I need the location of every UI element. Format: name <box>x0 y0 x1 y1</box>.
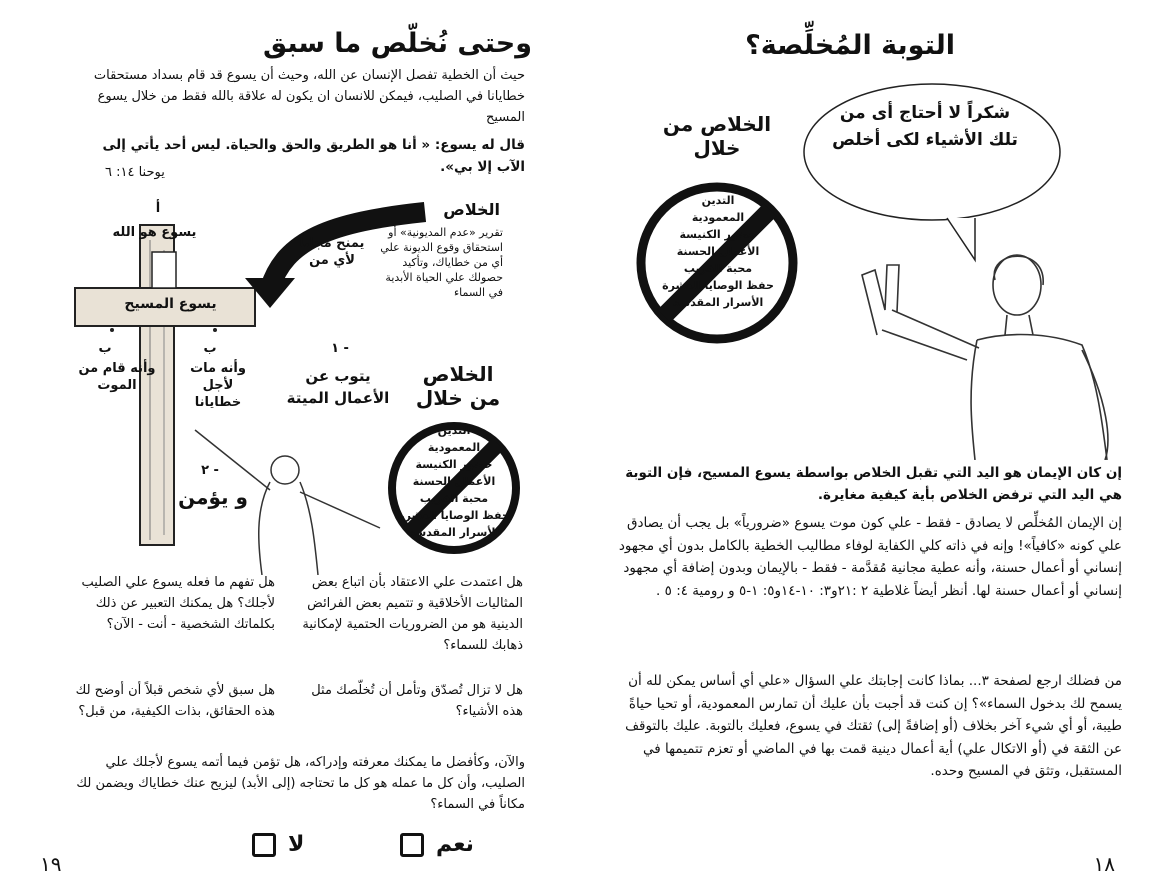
ritual-item: الأعمال الحسنة <box>676 245 760 258</box>
woman-refusing-figure <box>807 240 1147 460</box>
salvation-definition: تقرير «عدم المديونية» أو استحقاق وقوع الديونة علي أي من خطاياك، وتأكيد حصولك علي الحياة الأبدية في السماء <box>380 226 503 299</box>
saving-faith-paragraph: إن الإيمان المُخلِّص لا يصادق - فقط - علي كون موت يسوع «ضرورياً» بل يجب أن يصادق علي كونه «كافياً»! وإنه في ذاته كلي الكفاية لوفاء مطاليب الخطية بالكامل بدون أي مجهود إنساني أو أعمال حسنة، وأنه عطية مجانية مُقدَّمة - فقط - بالإيمان وبدون إضافة أي مجهود إنساني أو أعمال حسنة لها. أنظر أيضاً غلاطية ٢ :٢١و٣: ١٠-١٤و٥: ١-٥ و رومية ٤: ٥ . <box>618 515 1122 599</box>
scripture-reference: يوحنا ١٤: ٦ <box>105 165 165 180</box>
step1-number: ١ - <box>331 341 349 356</box>
ritual-item: التدين <box>701 194 735 207</box>
no-option[interactable] <box>252 832 304 857</box>
question-rituals: هل اعتمدت علي الاعتقاد بأن اتباع بعض المثاليات الأخلاقية و تتميم بعض الفرائض الدينية هو من الضروريات الحتمية لإمكانية ذهابك للسماء؟ <box>302 575 523 653</box>
rituals-list <box>659 192 777 311</box>
salvation-heading: الخلاص <box>443 200 500 219</box>
step2-number: ٢ - <box>201 463 219 478</box>
grants-freely-label: يمنح مجاناً لأي من <box>299 236 365 268</box>
yes-label: نعم <box>436 832 474 857</box>
question-reference-paragraph: من فضلك ارجع لصفحة ٣... بماذا كانت إجابتك علي السؤال «علي أي أساس يمكن لله أن يسمح لك بدخول السماء»؟ إن كنت قد أجبت بأن عليك أن تمارس المعمودية، أو تحيا حياةً طيبة، أو أي شيء آخر بخلاف (أو إضافةً إلى) ثقتك في يسوع، فعليك بالتوبة. عليك بالتوقف عن الثقة في (أو الاتكال علي) أية أعمال دينية قمت بها في الماضي أو تعزم تتميمها في المستقبل، وتثق في المسيح وحده. <box>625 673 1122 779</box>
no-label: لا <box>288 832 305 857</box>
question-explained-before: هل سبق لأي شخص قبلاً أن أوضح لك هذه الحقائق، بذات الكيفية، من قبل؟ <box>75 683 275 719</box>
ritual-item: المعمودية <box>427 441 481 454</box>
page-number: ١٨ <box>1093 852 1115 876</box>
page-18 <box>577 0 1155 893</box>
john-quote: قال له يسوع: « أنا هو الطريق والحق والحياة. ليس أحد يأتي إلى الآب إلا بي». <box>102 137 525 175</box>
yes-checkbox[interactable] <box>400 833 424 857</box>
rituals-list <box>398 422 510 541</box>
label-jesus-is-god: يسوع هو الله <box>112 225 197 240</box>
intro-paragraph: حيث أن الخطية تفصل الإنسان عن الله، وحيث أن يسوع قد قام بسداد مستحقات خطايانا في الصليب، فيمكن للانسان ان يكون له علاقة بالله فقط من خلال يسوع المسيح <box>93 68 525 125</box>
ritual-item: التدين <box>437 424 471 437</box>
ritual-item: محبة القريب <box>683 262 753 275</box>
ritual-item: الأسرار المقدسة <box>672 296 764 309</box>
page-title: وحتى نُخلّص ما سبق <box>263 28 532 59</box>
ritual-item: حفظ الوصايا العشرة <box>398 509 510 522</box>
label-a-letter: أ <box>155 201 161 216</box>
ritual-item: حضور الكنيسة <box>679 228 757 241</box>
faith-repentance-statement: إن كان الإيمان هو اليد التي تقبل الخلاص بواسطة يسوع المسيح، فإن التوبة هي اليد التي ترفض الخلاص بأية كيفية مغايرة. <box>625 465 1122 503</box>
label-b2-letter: ب <box>98 341 112 356</box>
question-understand-cross: هل تفهم ما فعله يسوع علي الصليب لأجلك؟ هل يمكنك التعبير عن ذلك بكلماتك الشخصية - أنت - الآن؟ <box>81 575 275 632</box>
ritual-item: المعمودية <box>691 211 745 224</box>
step1-repent: يتوب عن الأعمال الميتة <box>286 367 390 407</box>
ritual-item: حفظ الوصايا العشرة <box>662 279 774 292</box>
page-19 <box>0 0 577 893</box>
ritual-item: حضور الكنيسة <box>415 458 493 471</box>
closing-question: والآن، وكأفضل ما يمكنك معرفته وإدراكه، هل تؤمن فيما أتمه يسوع لأجلك علي الصليب، وأن كل ما عمله هو كل ما تحتاجه (إلى الأبد) ليزيح عنك خطاياك ويضمن لك مكاناً في السماء؟ <box>76 755 525 812</box>
label-b1-letter: ب <box>203 341 217 356</box>
question-still-trust: هل لا تزال تُصدّق وتأمل أن تُخلّصك مثل هذه الأشياء؟ <box>311 683 523 719</box>
page-title: التوبة المُخلِّصة؟ <box>745 30 955 61</box>
label-died-for-sins: وأنه مات لأجل خطايانا <box>190 361 246 410</box>
yes-option[interactable] <box>400 832 474 857</box>
cross-sign-text: يسوع المسيح <box>124 296 217 312</box>
ritual-item: الأسرار المقدسة <box>408 526 500 539</box>
page-number: ١٩ <box>40 852 62 876</box>
salvation-through-heading: الخلاص من خلال <box>415 362 501 410</box>
salvation-through-heading: الخلاص من خلال <box>662 112 772 160</box>
label-rose-from-dead: وأنه قام من الموت <box>78 361 156 393</box>
step2-believe: و يؤمن <box>178 485 248 509</box>
speech-bubble-text: شكراً لا أحتاج أى من تلك الأشياء لكى أخلص <box>832 103 1018 150</box>
ritual-item: الأعمال الحسنة <box>412 475 496 488</box>
no-checkbox[interactable] <box>252 833 276 857</box>
ritual-item: محبة القريب <box>419 492 489 505</box>
salvation-diagram <box>0 180 577 575</box>
